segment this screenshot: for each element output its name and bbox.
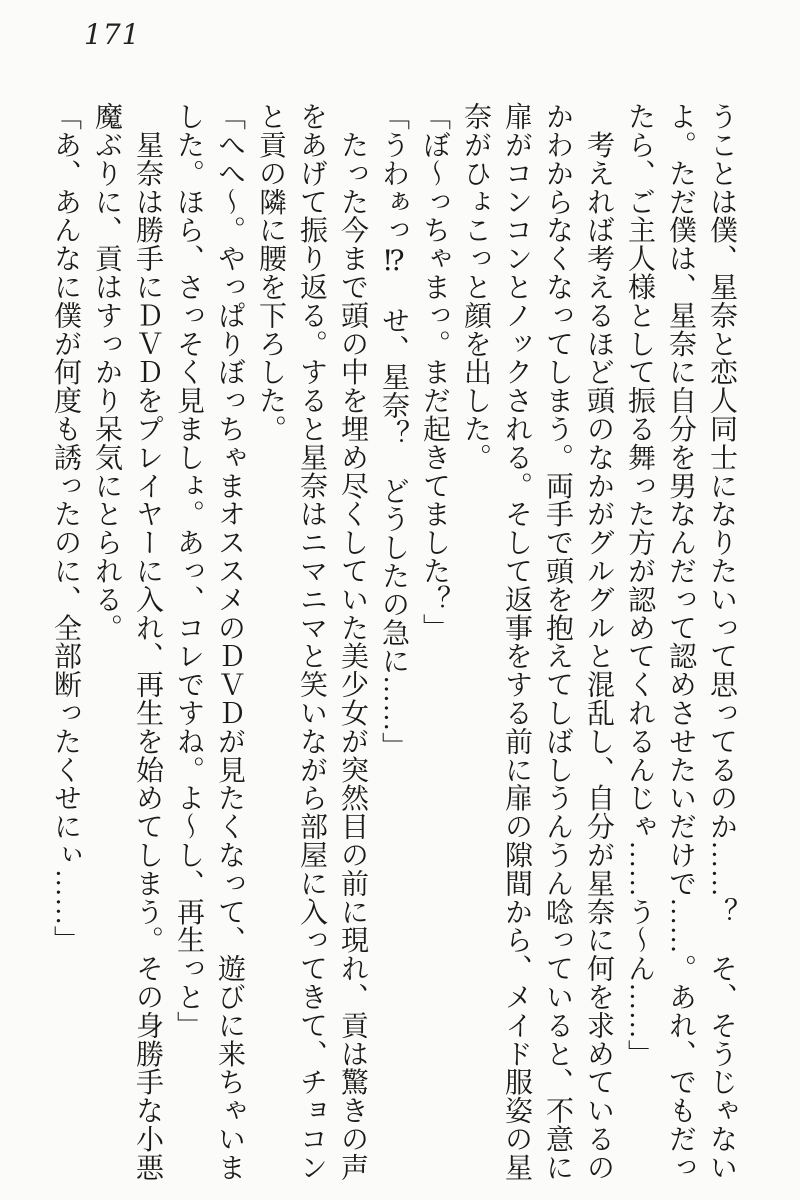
text-line: した。ほら、さっそく見ましょ。あっ、コレですね。よ〜し、再生っと」 — [173, 102, 204, 1040]
text-line: をあげて振り返る。すると星奈はニマニマと笑いながら部屋に入ってきて、チョコン — [296, 102, 327, 1182]
text-line: よ。ただ僕は、星奈に自分を男なんだって認めさせたいだけで……。あれ、でもだっ — [665, 102, 696, 1182]
text-line: 考えれば考えるほど頭のなかがグルグルと混乱し、自分が星奈に何を求めているの — [583, 102, 614, 1182]
text-line: たった今まで頭の中を埋め尽くしていた美少女が突然目の前に現れ、貢は驚きの声 — [337, 102, 368, 1182]
text-line: たら、ご主人様として振る舞った方が認めてくれるんじゃ……う〜ん……」 — [624, 102, 655, 1068]
text-line: 「ぼ〜っちゃまっ。まだ起きてました？」 — [419, 102, 450, 642]
text-line: と貢の隣に腰を下ろした。 — [255, 102, 286, 443]
text-line: うことは僕、星奈と恋人同士になりたいって思ってるのか……？ そ、そうじゃない — [706, 102, 737, 1182]
text-line: 「あ、あんなに僕が何度も誘ったのに、全部断ったくせにぃ……」 — [50, 102, 81, 954]
text-line: 扉がコンコンとノックされる。そして返事をする前に扉の隙間から、メイド服姿の星 — [501, 102, 532, 1182]
body-text — [45, 102, 742, 1194]
text-line: 「へへ〜。やっぱりぼっちゃまオススメのＤＶＤが見たくなって、遊びに来ちゃいま — [214, 102, 245, 1182]
text-line: かわからなくなってしまう。両手で頭を抱えてしばしうんうん唸っていると、不意に — [542, 102, 573, 1182]
text-line: 魔ぶりに、貢はすっかり呆気にとられる。 — [91, 102, 122, 642]
page-number: 171 — [84, 18, 141, 51]
text-line: 「うわぁっ⁉ せ、星奈？ どうしたの急に……」 — [378, 102, 409, 761]
text-line: 星奈は勝手にＤＶＤをプレイヤーに入れ、再生を始めてしまう。その身勝手な小悪 — [132, 102, 163, 1182]
text-line: 奈がひょこっと顔を出した。 — [460, 102, 491, 472]
